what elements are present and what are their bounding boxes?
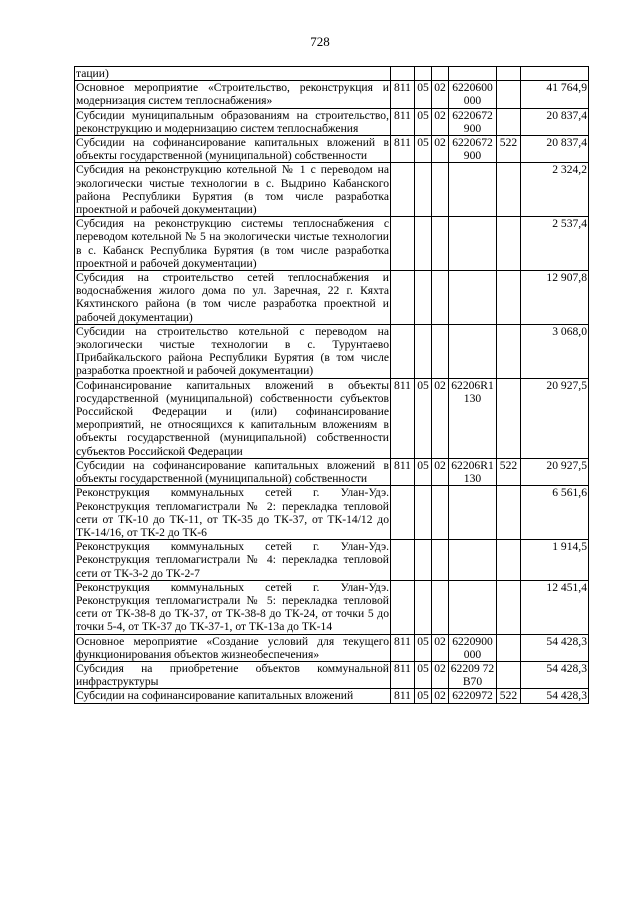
section-code [415,580,432,634]
section-code [415,271,432,325]
expense-type-code [497,163,521,217]
table-row [75,661,589,688]
subsection-code [432,540,449,581]
subsection-code: 02 [432,661,449,688]
amount: 20 837,4 [521,108,589,135]
section-code: 05 [415,81,432,108]
subsection-code [432,67,449,81]
row-name: Субсидии на софинансирование капитальных вложений [75,689,391,703]
page-number: 728 [310,34,330,49]
expense-type-code: 522 [497,458,521,485]
ministry-code [391,163,415,217]
row-name: Основное мероприятие «Строительство, реконструкция и модернизация систем теплоснабжения» [76,81,389,108]
section-code [415,217,432,271]
row-name: Субсидии на софинансирование капитальных вложений в объекты государственной (муниципальной) собственности [76,458,389,486]
row-name: Реконструкция коммунальных сетей г. Улан-Удэ. Реконструкция тепломагистрали № 5: перекладка тепловой сети от ТК-38-8 до ТК-37, от ТК-38-8 до ТК-24, от точки 5 до точки 5-4, от ТК-37 до ТК-37-1, от ТК-13а до ТК-14 [76,580,389,634]
expense-type-code [497,378,521,458]
target-article-code: 6220900000 [449,634,497,661]
ministry-code [391,324,415,378]
target-article-code: 6220672900 [449,108,497,135]
section-code: 05 [415,661,432,688]
table-row [75,67,589,81]
row-name: Субсидии на строительство котельной с переводом на экологически чистые технологии в с. Турунтаево Прибайкальского района Республики Бурятия (в том числе разработка проектной и рабочей документации) [76,324,389,378]
row-name: тации) [75,67,391,81]
section-code: 05 [415,108,432,135]
subsection-code: 02 [432,689,449,703]
amount [521,67,589,81]
target-article-code [449,580,497,634]
amount: 20 837,4 [521,136,589,163]
target-article-code: 62206R1130 [449,378,497,458]
expense-type-code: 522 [497,136,521,163]
table-row [75,540,589,581]
ministry-code [391,67,415,81]
subsection-code: 02 [432,378,449,458]
ministry-code [391,486,415,540]
subsection-code: 02 [432,136,449,163]
ministry-code [391,580,415,634]
amount: 1 914,5 [521,540,589,581]
target-article-code: 6220600000 [449,81,497,108]
table-row [75,580,589,634]
amount: 54 428,3 [521,634,589,661]
amount: 12 451,4 [521,580,589,634]
section-code [415,486,432,540]
expense-type-code [497,580,521,634]
row-name: Софинансирование капитальных вложений в объекты государственной (муниципальной) собственности субъектов Российской Федерации и (или) софинансирование мероприятий, не относящихся к капитальным вложениям в объекты государственной (муниципальной) собственности субъектов Российской Федерации [76,378,389,458]
expense-type-code [497,486,521,540]
target-article-code: 62209 72B70 [449,661,497,688]
expense-type-code [497,81,521,108]
row-name: Субсидии на софинансирование капитальных вложений в объекты государственной (муниципальной) собственности [76,136,389,163]
row-name: Субсидии муниципальным образованиям на строительство, реконструкцию и модернизацию систем теплоснабжения [76,108,389,135]
ministry-code [391,540,415,581]
amount: 2 324,2 [521,163,589,217]
ministry-code [391,217,415,271]
target-article-code [449,486,497,540]
section-code [415,67,432,81]
table-row [75,163,589,217]
subsection-code [432,580,449,634]
row-name: Субсидия на реконструкцию котельной № 1 с переводом на экологически чистые технологии в с. Выдрино Кабанского района Республики Бурятия (в том числе разработка проектной и рабочей документации) [76,163,389,217]
subsection-code: 02 [432,108,449,135]
section-code [415,163,432,217]
ministry-code: 811 [391,378,415,458]
budget-table [74,66,589,704]
subsection-code [432,486,449,540]
expense-type-code: 522 [497,689,521,703]
subsection-code [432,217,449,271]
amount: 2 537,4 [521,217,589,271]
section-code: 05 [415,136,432,163]
section-code: 05 [415,689,432,703]
subsection-code [432,163,449,217]
amount: 54 428,3 [521,689,589,703]
expense-type-code [497,540,521,581]
section-code: 05 [415,458,432,485]
amount: 54 428,3 [521,661,589,688]
section-code [415,324,432,378]
amount: 41 764,9 [521,81,589,108]
row-name: Реконструкция коммунальных сетей г. Улан-Удэ. Реконструкция тепломагистрали № 2: перекладка тепловой сети от ТК-10 до ТК-11, от ТК-35 до ТК-37, от ТК-14/12 до ТК-14/16, от ТК-2 до ТК-6 [76,486,389,539]
row-name: Субсидия на строительство сетей теплоснабжения и водоснабжения жилого дома по ул. Заречная, 22 г. Кяхта Кяхтинского района (в том числе разработка проектной и рабочей документации) [76,271,389,324]
amount: 20 927,5 [521,378,589,458]
expense-type-code [497,67,521,81]
table-row [75,324,589,378]
target-article-code [449,271,497,325]
table-row [75,378,589,458]
table-row [75,458,589,485]
target-article-code [449,217,497,271]
ministry-code: 811 [391,634,415,661]
target-article-code [449,540,497,581]
target-article-code: 6220672900 [449,136,497,163]
ministry-code: 811 [391,689,415,703]
subsection-code: 02 [432,81,449,108]
section-code [415,540,432,581]
ministry-code: 811 [391,458,415,485]
ministry-code: 811 [391,136,415,163]
row-name: Субсидия на реконструкцию системы теплоснабжения с переводом котельной № 5 на экологически чистые технологии в с. Кабанск Республика Бурятия (в том числе разработка проектной и рабочей документации) [76,217,389,270]
expense-type-code [497,217,521,271]
target-article-code [449,67,497,81]
row-name: Реконструкция коммунальных сетей г. Улан-Удэ. Реконструкция тепломагистрали № 4: перекладка тепловой сети от ТК-3-2 до ТК-2-7 [76,540,389,580]
table-row [75,486,589,540]
amount: 3 068,0 [521,324,589,378]
row-name: Основное мероприятие «Создание условий для текущего функционирования объектов жизнеобеспечения» [76,634,389,661]
ministry-code [391,271,415,325]
table-row [75,271,589,325]
expense-type-code [497,324,521,378]
table-row [75,634,589,661]
subsection-code [432,271,449,325]
table-body [75,67,589,704]
subsection-code: 02 [432,458,449,485]
target-article-code: 6220972 [449,689,497,703]
ministry-code: 811 [391,661,415,688]
target-article-code [449,324,497,378]
ministry-code: 811 [391,108,415,135]
table-row [75,689,589,703]
target-article-code [449,163,497,217]
row-name: Субсидия на приобретение объектов коммунальной инфраструктуры [76,661,389,689]
subsection-code [432,324,449,378]
table-row [75,136,589,163]
table-row [75,108,589,135]
expense-type-code [497,271,521,325]
expense-type-code [497,634,521,661]
amount: 12 907,8 [521,271,589,325]
expense-type-code [497,108,521,135]
section-code: 05 [415,634,432,661]
amount: 6 561,6 [521,486,589,540]
subsection-code: 02 [432,634,449,661]
expense-type-code [497,661,521,688]
ministry-code: 811 [391,81,415,108]
section-code: 05 [415,378,432,458]
table-row [75,217,589,271]
table-row [75,81,589,108]
target-article-code: 62206R1130 [449,458,497,485]
amount: 20 927,5 [521,458,589,485]
